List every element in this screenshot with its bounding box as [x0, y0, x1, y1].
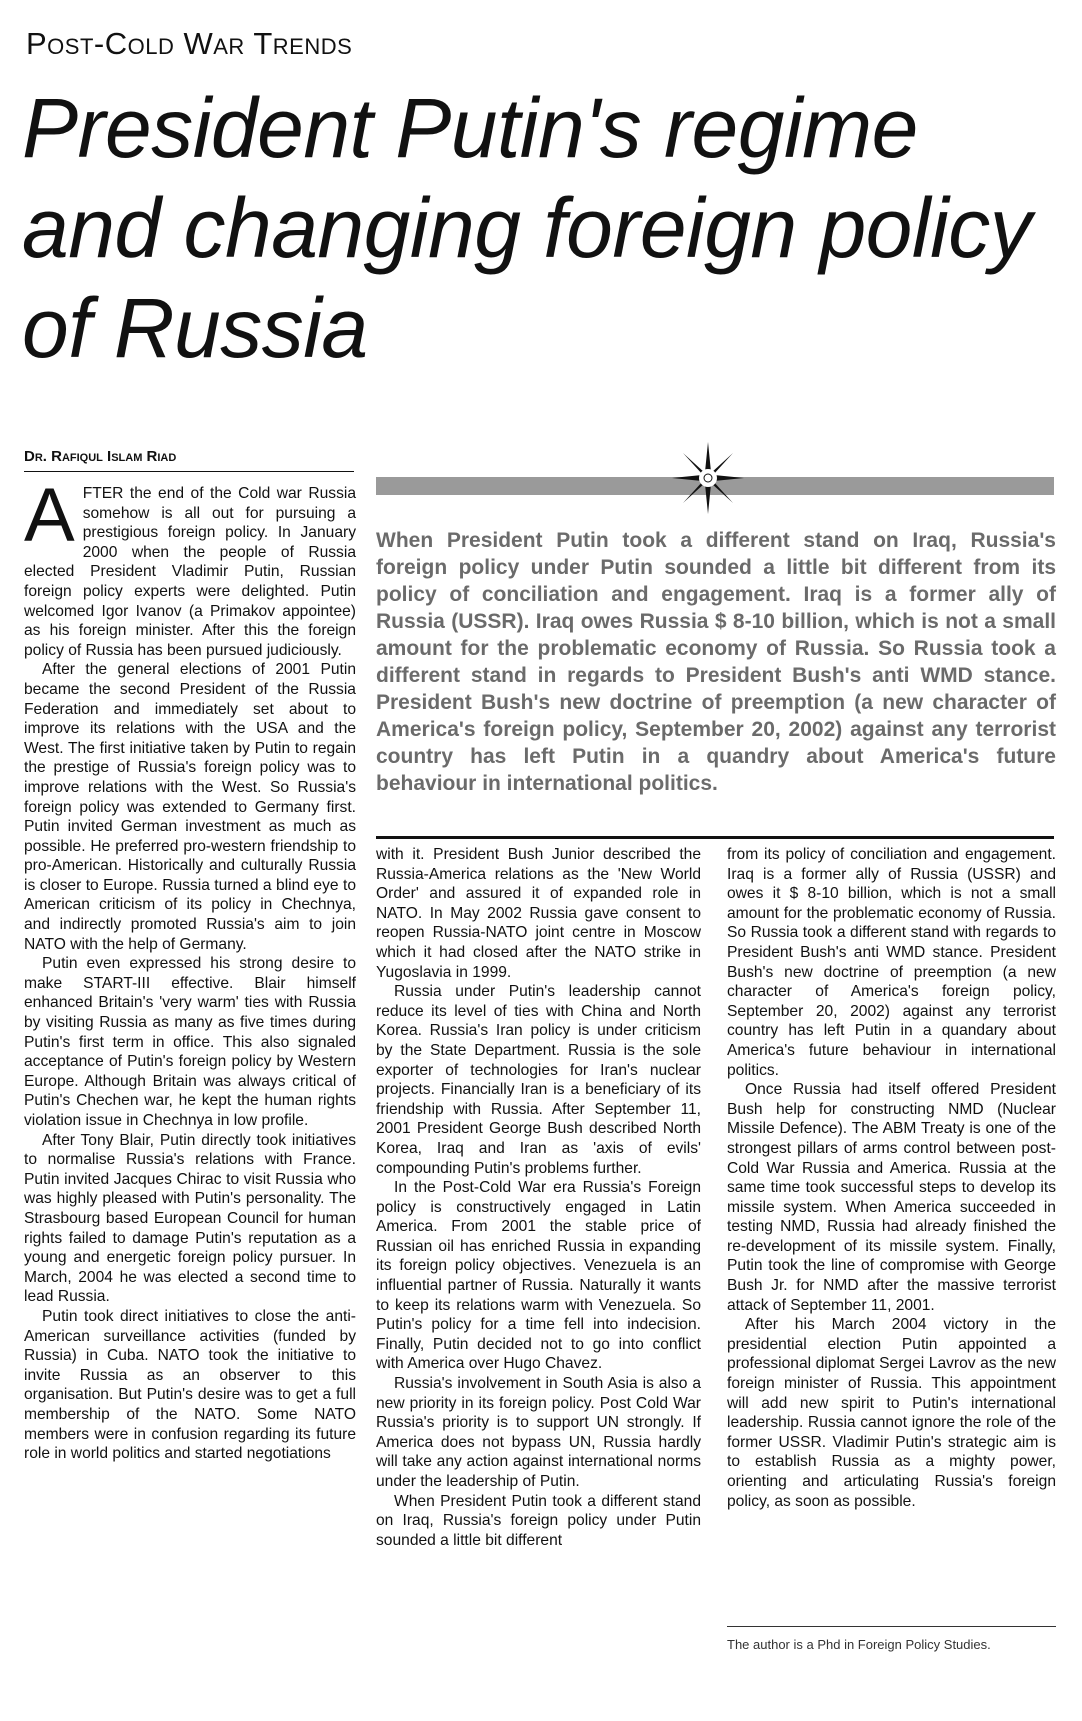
paragraph: Putin even expressed his strong desire to make START-III effective. Blair himself enhanced Britain's 'very warm' ties with Russia by visiting Russia as many as five times during Putin's first term in office. This also signaled acceptance of Putin's foreign policy by Western Europe. Although Britain was always critical of Putin's Chechen war, he kept the human rights violation issue in Chechnya in low profile. — [24, 955, 356, 1129]
paragraph: After his March 2004 victory in the presidential election Putin appointed a professional diplomat Sergei Lavrov as the new foreign minister of Russia. This appointment will add new spirit to Putin's international leadership. Russia cannot ignore the role of the former USSR. Vladimir Putin's strategic aim is to establish Russia as a mighty power, orienting and articulating Russia's foreign policy, as soon as possible. — [727, 1316, 1056, 1510]
paragraph-text: FTER the end of the Cold war Russia somehow is all out for pursuing a prestigious foreign policy. In January 2000 when the people of Russia elected President Vladimir Putin, Russian foreign policy experts were delighted. Putin welcomed Igor Ivanov (a Primakov appointee) as his foreign minister. After this the foreign policy of Russia has been pursued judiciously. — [24, 485, 356, 659]
paragraph: After Tony Blair, Putin directly took initiatives to normalise Russia's relations with France. Putin invited Jacques Chirac to visit Russia who was highly pleased with Putin's personality. The Strasbourg based European Council for human rights failed to damage Putin's reputation as a young and energetic foreign policy pursuer. In March, 2004 he was elected a second time to lead Russia. — [24, 1131, 356, 1306]
author-footnote: The author is a Phd in Foreign Policy Studies. — [727, 1637, 991, 1652]
headline: President Putin's regime and changing foreign policy of Russia — [22, 81, 1032, 375]
article-column-2 — [376, 845, 701, 1550]
section-kicker: Post-Cold War Trends — [26, 26, 353, 61]
paragraph — [24, 473, 356, 660]
pull-quote-rule — [376, 836, 1054, 839]
drop-cap: A — [24, 473, 75, 558]
paragraph: with it. President Bush Junior described the Russia-America relations as the 'New World Order' and assured it of expanded role in NATO. In May 2002 Russia gave consent to reopen Russia-NATO joint centre in Moscow which it had closed after the NATO strike in Yugoslavia in 1999. — [376, 846, 701, 981]
paragraph: Once Russia had itself offered President Bush help for constructing NMD (Nuclear Missile Defence). The ABM Treaty is one of the strongest pillars of arms control between post-Cold War Russia and America. Russia at the same time took successful steps to develop its missile system. When America succeeded in testing NMD, Russia had already finished the re-development of its missile system. Finally, Putin took the line of compromise with George Bush Jr. for NMD after the massive terrorist attack of September 11, 2001. — [727, 1081, 1056, 1314]
paragraph: Russia's involvement in South Asia is also a new priority in its foreign policy. Post Cold War Russia's priority is to support UN strongly. If America does not bypass UN, Russia hardly will take any action against international norms under the leadership of Putin. — [376, 1375, 701, 1490]
paragraph: Russia under Putin's leadership cannot reduce its level of ties with China and North Korea. Russia's Iran policy is under criticism by the State Department. Russia is the sole exporter of technologies for Iran's nuclear projects. Financially Iran is a beneficiary of its friendship with Russia. After September 11, 2001 President George Bush described North Korea, Iraq and Iran as 'axis of evils' compounding Putin's problems further. — [376, 983, 701, 1177]
paragraph: When President Putin took a different stand on Iraq, Russia's foreign policy under Putin sounded a little bit different — [376, 1492, 701, 1549]
paragraph: In the Post-Cold War era Russia's Foreign policy is constructively engaged in Latin America. From 2001 the stable price of Russian oil has enriched Russia in expanding its foreign policy objectives. Venezuela is an influential partner of Russia. Naturally it wants to keep its relations warm with Venezuela. So Putin's policy for a time fell into indecision. Finally, Putin decided not to go into conflict with America over Hugo Chavez. — [376, 1179, 701, 1373]
paragraph: from its policy of conciliation and engagement. Iraq is a former ally of Russia (USSR) and owes it $ 8-10 billion, which is not a small amount for the problematic economy of Russia. So Russia took a different stand with regards to President Bush's anti WMD stance. President Bush's new doctrine of preemption (a new character of America's foreign policy, September 20, 2002) against any terrorist country has left Putin in a quandary about America's future behaviour in international politics. — [727, 846, 1056, 1079]
paragraph: Putin took direct initiatives to close the anti-American surveillance activities (funded by Russia) in Cuba. NATO took the initiative to invite Russia as an observer to this organisation. But Putin's desire was to get a full membership of the NATO. Some NATO members were in confusion regarding its future role in world politics and started negotiations — [24, 1307, 356, 1463]
starburst-icon — [672, 442, 744, 514]
article-column-1 — [24, 473, 356, 1464]
pull-quote: When President Putin took a different stand on Iraq, Russia's foreign policy under Putin sounded a little bit different from its policy of conciliation and engagement. Iraq is a former ally of Russia (USSR). Iraq owes Russia $ 8-10 billion, which is not a small amount for the problematic economy of Russia. So Russia took a different stand in regards to President Bush's anti WMD stance. President Bush's new doctrine of preemption (a new character of America's foreign policy, September 20, 2002) against any terrorist country has left Putin in a quandry about America's future behaviour in international politics. — [376, 529, 1056, 795]
byline: Dr. Rafiqul Islam Riad — [24, 448, 354, 472]
article-column-3 — [727, 845, 1056, 1511]
footnote-rule — [727, 1626, 1056, 1627]
paragraph: After the general elections of 2001 Putin became the second President of the Russia Federation and immediately set about to improve its relations with the USA and the West. The first initiative taken by Putin to regain the prestige of Russia's foreign policy was to improve relations with the West. So Russia's foreign policy was extended to Germany first. Putin invited German investment as much as possible. He preferred pro-western friendship to pro-American. Historically and culturally Russia is closer to Europe. Russia turned a blind eye to American criticism of its policy in Chechnya, and indirectly promoted Russia's aim to join NATO with the help of Germany. — [24, 661, 356, 953]
